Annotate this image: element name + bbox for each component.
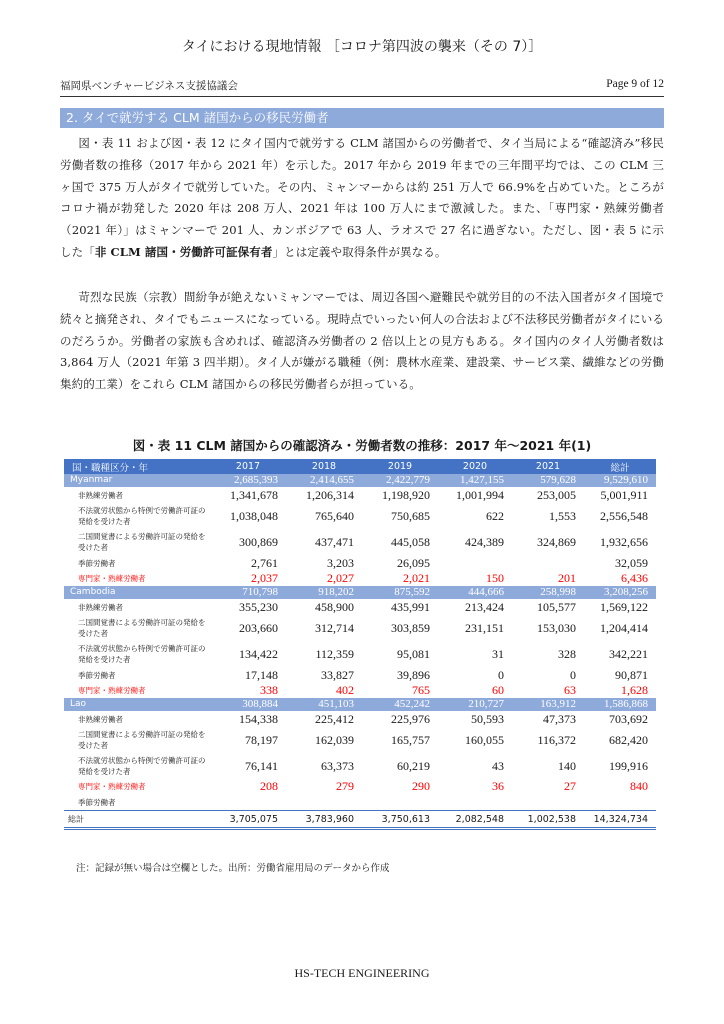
value-cell: 312,714 [315, 620, 354, 635]
value-cell: 1,628 [621, 683, 648, 697]
value-cell: 918,202 [286, 586, 362, 599]
value-cell: 2,414,655 [286, 474, 362, 487]
value-cell: 95,081 [397, 646, 430, 661]
value-cell: 342,221 [609, 646, 648, 661]
value-cell: 162,039 [315, 732, 354, 747]
value-cell: 150 [486, 571, 504, 585]
value-cell: 225,412 [315, 711, 354, 726]
value-cell: 303,859 [391, 620, 430, 635]
value-cell [512, 555, 584, 571]
value-cell: 579,628 [512, 474, 584, 487]
value-cell: 203,660 [239, 620, 278, 635]
paragraph-2 [60, 287, 664, 396]
value-cell: 9,529,610 [584, 474, 656, 487]
value-cell [362, 794, 438, 811]
value-cell [438, 555, 512, 571]
value-cell: 622 [486, 508, 504, 523]
value-cell: 47,373 [543, 711, 576, 726]
page-number: Page 9 of 12 [606, 78, 664, 90]
country-row [64, 474, 656, 487]
table-row [64, 599, 656, 615]
header-cell: 2017 [210, 459, 286, 474]
value-cell: 710,798 [210, 586, 286, 599]
value-cell: 105,577 [537, 599, 576, 614]
value-cell: 32,059 [615, 555, 648, 570]
table-row [64, 529, 656, 555]
value-cell: 2,027 [327, 571, 354, 585]
header-cell: 2020 [438, 459, 512, 474]
row-label: 専門家・熟練労働者 [78, 686, 146, 695]
value-cell: 750,685 [391, 508, 430, 523]
value-cell: 6,436 [621, 571, 648, 585]
table-note: 注：記録が無い場合は空欄とした。出所：労働省雇用局のデータから作成 [76, 863, 390, 874]
value-cell: 210,727 [438, 698, 512, 711]
row-label: 非熟練労働者 [78, 490, 123, 500]
value-cell: 3,783,960 [286, 811, 362, 829]
value-cell: 5,001,911 [600, 487, 648, 502]
value-cell: 253,005 [537, 487, 576, 502]
value-cell: 3,750,613 [362, 811, 438, 829]
value-cell: 2,685,393 [210, 474, 286, 487]
value-cell: 201 [558, 571, 576, 585]
row-label: Cambodia [64, 586, 210, 599]
value-cell: 1,569,122 [600, 599, 648, 614]
value-cell: 355,230 [239, 599, 278, 614]
header-cell: 2021 [512, 459, 584, 474]
value-cell: 14,324,734 [584, 811, 656, 829]
value-cell: 458,900 [315, 599, 354, 614]
value-cell: 1,002,538 [512, 811, 584, 829]
value-cell: 17,148 [245, 667, 278, 682]
value-cell: 324,869 [537, 534, 576, 549]
value-cell: 213,424 [465, 599, 504, 614]
row-label: 季節労働者 [78, 558, 116, 568]
row-label: Myanmar [64, 474, 210, 487]
value-cell: 308,884 [210, 698, 286, 711]
header-rule [60, 96, 664, 97]
table-row [64, 487, 656, 503]
value-cell: 0 [570, 667, 576, 682]
value-cell: 300,869 [239, 534, 278, 549]
value-cell: 208 [260, 779, 278, 793]
value-cell: 2,422,779 [362, 474, 438, 487]
paragraph-1-bold: 非 CLM 諸国・労働許可証保有者 [94, 244, 273, 259]
value-cell: 26,095 [397, 555, 430, 570]
table-row [64, 753, 656, 779]
value-cell: 445,058 [391, 534, 430, 549]
header-org: 福岡県ベンチャービジネス支援協議会 [60, 80, 238, 92]
value-cell: 199,916 [609, 758, 648, 773]
total-row [64, 811, 656, 829]
row-label: 非熟練労働者 [78, 602, 123, 612]
value-cell: 1,553 [549, 508, 576, 523]
table-row [64, 555, 656, 571]
value-cell: 451,103 [286, 698, 362, 711]
value-cell: 328 [558, 646, 576, 661]
value-cell: 1,206,314 [306, 487, 354, 502]
value-cell: 682,420 [609, 732, 648, 747]
header-cell: 2019 [362, 459, 438, 474]
value-cell: 2,037 [251, 571, 278, 585]
value-cell: 444,666 [438, 586, 512, 599]
country-row [64, 698, 656, 711]
table-row [64, 571, 656, 586]
table-row [64, 727, 656, 753]
value-cell: 290 [412, 779, 430, 793]
value-cell: 1,586,868 [584, 698, 656, 711]
paragraph-2-text: 苛烈な民族（宗教）間紛争が絶えないミャンマーでは、周辺各国へ避難民や就労目的の不法入国者がタイ国境で続々と摘発され、タイでもニュースになっている。現時点でいったい何人の合法および不法移民労働者がタイにいるのだろうか。労働者の家族も含めれば、確認済み労働者の 2 倍以上との見方もある。タイ国内のタイ人労働者数は 3,864 万人（2021 年第 3 四半期）。タイ人が嫌がる職種（例：農林水産業、建設業、サービス業、繊維などの労働集約的工業）をこれら CLM 諸国からの移民労働者らが担っている。 [60, 290, 664, 392]
row-label: 不法就労状態から特例で労働許可証の発給を受けた者 [78, 644, 206, 664]
footer: HS-TECH ENGINEERING [294, 966, 430, 980]
table-row [64, 794, 656, 811]
value-cell: 1,204,414 [600, 620, 648, 635]
table-row [64, 503, 656, 529]
value-cell: 0 [498, 667, 504, 682]
table-row [64, 779, 656, 794]
value-cell: 840 [630, 779, 648, 793]
value-cell: 154,338 [239, 711, 278, 726]
value-cell: 31 [492, 646, 504, 661]
row-label: 季節労働者 [78, 797, 116, 807]
value-cell: 765 [412, 683, 430, 697]
value-cell: 39,896 [397, 667, 430, 682]
value-cell: 258,998 [512, 586, 584, 599]
table-title: 図・表 11 CLM 諸国からの確認済み・労働者数の推移：2017 年～2021 年(1) [132, 438, 592, 453]
row-label: Lao [64, 698, 210, 711]
value-cell: 153,030 [537, 620, 576, 635]
section-heading: 2. タイで就労する CLM 諸国からの移民労働者 [60, 108, 664, 128]
row-label: 二国間覚書による労働許可証の発給を受けた者 [78, 730, 206, 750]
value-cell [210, 794, 286, 811]
value-cell: 60 [492, 683, 504, 697]
value-cell: 231,151 [465, 620, 504, 635]
table-row [64, 683, 656, 698]
value-cell: 3,203 [327, 555, 354, 570]
value-cell: 2,761 [251, 555, 278, 570]
table-row [64, 615, 656, 641]
value-cell: 1,427,155 [438, 474, 512, 487]
page-title: タイにおける現地情報 ［コロナ第四波の襲来（その 7）］ [181, 39, 543, 55]
row-label: 二国間覚書による労働許可証の発給を受けた者 [78, 532, 206, 552]
header-cell: 国・職種区分・年 [64, 459, 210, 474]
value-cell: 2,556,548 [600, 508, 648, 523]
value-cell: 27 [564, 779, 576, 793]
value-cell: 63 [564, 683, 576, 697]
value-cell: 3,705,075 [210, 811, 286, 829]
value-cell: 36 [492, 779, 504, 793]
value-cell: 33,827 [321, 667, 354, 682]
value-cell: 452,242 [362, 698, 438, 711]
value-cell: 424,389 [465, 534, 504, 549]
value-cell: 225,976 [391, 711, 430, 726]
value-cell: 437,471 [315, 534, 354, 549]
value-cell: 338 [260, 683, 278, 697]
value-cell [584, 794, 656, 811]
value-cell: 90,871 [615, 667, 648, 682]
value-cell: 279 [336, 779, 354, 793]
value-cell: 165,757 [391, 732, 430, 747]
value-cell: 163,912 [512, 698, 584, 711]
value-cell: 875,592 [362, 586, 438, 599]
row-label: 不法就労状態から特例で労働許可証の発給を受けた者 [78, 756, 206, 776]
country-row [64, 586, 656, 599]
value-cell: 116,372 [537, 732, 576, 747]
value-cell: 1,001,994 [456, 487, 504, 502]
paragraph-1-text-a: 図・表 11 および図・表 12 にタイ国内で就労する CLM 諸国からの労働者で、タイ当局による“確認済み”移民労働者数の推移（2017 年から 2021 年）を示した。2017 年から 2019 年までの三年間平均では、この CLM 三ヶ国で 375 万人がタイで就労していた。その内、ミャンマーからは約 251 万人で 66.9%を占めていた。ところがコロナ禍が勃発した 2020 年は 208 万人、2021 年は 100 万人にまで激減した。また、「専門家・熟練労働者（2021 年）」はミャンマーで 201 人、カンボジアで 63 人、ラオスで 27 名に過ぎない。ただし、図・表 5 に示した「 [60, 136, 664, 259]
row-label: 非熟練労働者 [78, 714, 123, 724]
header-cell: 総計 [584, 459, 656, 474]
row-label: 専門家・熟練労働者 [78, 782, 146, 791]
value-cell: 402 [336, 683, 354, 697]
value-cell: 63,373 [321, 758, 354, 773]
table-row [64, 711, 656, 727]
value-cell: 1,932,656 [600, 534, 648, 549]
value-cell: 435,991 [391, 599, 430, 614]
value-cell: 703,692 [609, 711, 648, 726]
value-cell: 1,341,678 [230, 487, 278, 502]
table-row [64, 667, 656, 683]
paragraph-1-text-b: 」とは定義や取得条件が異なる。 [272, 244, 447, 259]
value-cell: 76,141 [245, 758, 278, 773]
worker-table [64, 459, 656, 830]
value-cell [438, 794, 512, 811]
row-label: 季節労働者 [78, 670, 116, 680]
value-cell: 2,021 [403, 571, 430, 585]
value-cell: 765,640 [315, 508, 354, 523]
value-cell [286, 794, 362, 811]
value-cell: 50,593 [471, 711, 504, 726]
paragraph-1 [60, 133, 664, 264]
value-cell: 78,197 [245, 732, 278, 747]
value-cell: 3,208,256 [584, 586, 656, 599]
row-label: 二国間覚書による労働許可証の発給を受けた者 [78, 618, 206, 638]
value-cell: 140 [558, 758, 576, 773]
value-cell: 43 [492, 758, 504, 773]
value-cell: 134,422 [239, 646, 278, 661]
row-label: 不法就労状態から特例で労働許可証の発給を受けた者 [78, 506, 206, 526]
table-row [64, 641, 656, 667]
header-cell: 2018 [286, 459, 362, 474]
row-label: 総計 [64, 811, 210, 829]
value-cell: 112,359 [315, 646, 354, 661]
value-cell: 1,198,920 [382, 487, 430, 502]
value-cell: 60,219 [397, 758, 430, 773]
table-header-row [64, 459, 656, 474]
row-label: 専門家・熟練労働者 [78, 574, 146, 583]
value-cell: 160,055 [465, 732, 504, 747]
value-cell [512, 794, 584, 811]
value-cell: 1,038,048 [230, 508, 278, 523]
value-cell: 2,082,548 [438, 811, 512, 829]
